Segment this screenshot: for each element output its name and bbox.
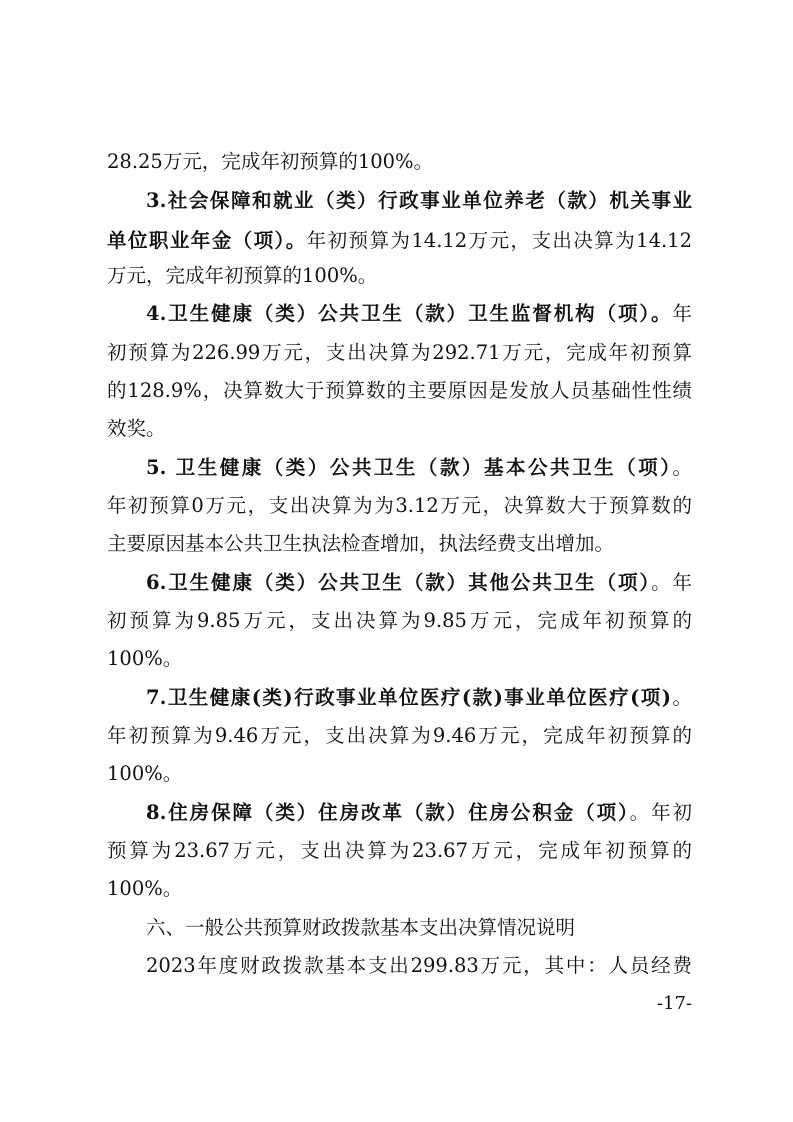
- line-text: 2023年度财政拨款基本支出299.83万元，其中：人员经费: [146, 954, 692, 977]
- line-text: 年初预算0万元，支出决算为为3.12万元，决算数大于预算数的: [107, 494, 692, 517]
- item-heading: 3.社会保障和就业（类）行政事业单位养老（款）机关事业: [146, 189, 692, 212]
- line-text: 。: [671, 686, 692, 709]
- paragraph-line: [146, 799, 692, 827]
- line-text: 初预算为226.99万元，支出决算为292.71万元，完成年初预算: [107, 341, 692, 364]
- paragraph-line: [107, 607, 692, 635]
- item-heading: 4.卫生健康（类）公共卫生（款）卫生监督机构（项）。: [146, 302, 673, 325]
- paragraph-line: [107, 722, 692, 750]
- line-text: 。: [672, 456, 692, 479]
- line-text: 初预算为9.85万元，支出决算为9.85万元，完成年初预算的: [107, 609, 692, 632]
- item-heading: 8.住房保障（类）住房改革（款）住房公积金（项）: [146, 801, 630, 824]
- line-text: 年初预算为9.46万元，支出决算为9.46万元，完成年初预算的: [107, 724, 692, 747]
- item-heading: 6.卫生健康（类）公共卫生（款）其他公共卫生（项）: [146, 571, 652, 594]
- section-heading-text: 六、一般公共预算财政拨款基本支出决算情况说明: [146, 916, 576, 939]
- line-text: 年: [672, 302, 692, 325]
- line-text: 。年初: [629, 801, 692, 824]
- item-heading: 单位职业年金（项）。: [107, 229, 307, 252]
- line-text: 年初预算为14.12万元，支出决算为14.12: [306, 229, 692, 252]
- paragraph-line: [107, 415, 692, 443]
- line-text: 主要原因基本公共卫生执法检查增加，执法经费支出增加。: [107, 532, 615, 555]
- line-text: 预算为23.67万元，支出决算为23.67万元，完成年初预算的: [107, 839, 692, 862]
- line-text: 效奖。: [107, 417, 166, 440]
- page-number: -17-: [656, 993, 692, 1014]
- paragraph-line: [107, 760, 692, 788]
- paragraph-line: [107, 148, 692, 176]
- paragraph-line: [146, 300, 692, 328]
- paragraph-line: [146, 187, 692, 215]
- paragraph-line: [146, 454, 692, 482]
- paragraph-line: [107, 530, 692, 558]
- paragraph-line: [107, 339, 692, 367]
- paragraph-line: [107, 645, 692, 673]
- line-text: 28.25万元，完成年初预算的100%。: [107, 150, 434, 173]
- paragraph-line: [146, 684, 692, 712]
- line-text: 。年: [651, 571, 692, 594]
- paragraph-line: [146, 952, 692, 980]
- line-text: 万元，完成年初预算的100%。: [107, 264, 378, 287]
- paragraph-line: [107, 875, 692, 903]
- item-heading: 7.卫生健康(类)行政事业单位医疗(款)事业单位医疗(项): [146, 686, 672, 709]
- section-heading: [146, 914, 692, 942]
- item-heading: 5. 卫生健康（类）公共卫生（款）基本公共卫生（项）: [146, 456, 673, 479]
- line-text: 的128.9%，决算数大于预算数的主要原因是发放人员基础性性绩: [107, 379, 692, 402]
- paragraph-line: [107, 262, 692, 290]
- paragraph-line: [146, 569, 692, 597]
- paragraph-line: [107, 492, 692, 520]
- paragraph-line: [107, 377, 692, 405]
- line-text: 100%。: [107, 877, 183, 900]
- line-text: 100%。: [107, 647, 183, 670]
- line-text: 100%。: [107, 762, 183, 785]
- paragraph-line: [107, 837, 692, 865]
- paragraph-line: [107, 227, 692, 255]
